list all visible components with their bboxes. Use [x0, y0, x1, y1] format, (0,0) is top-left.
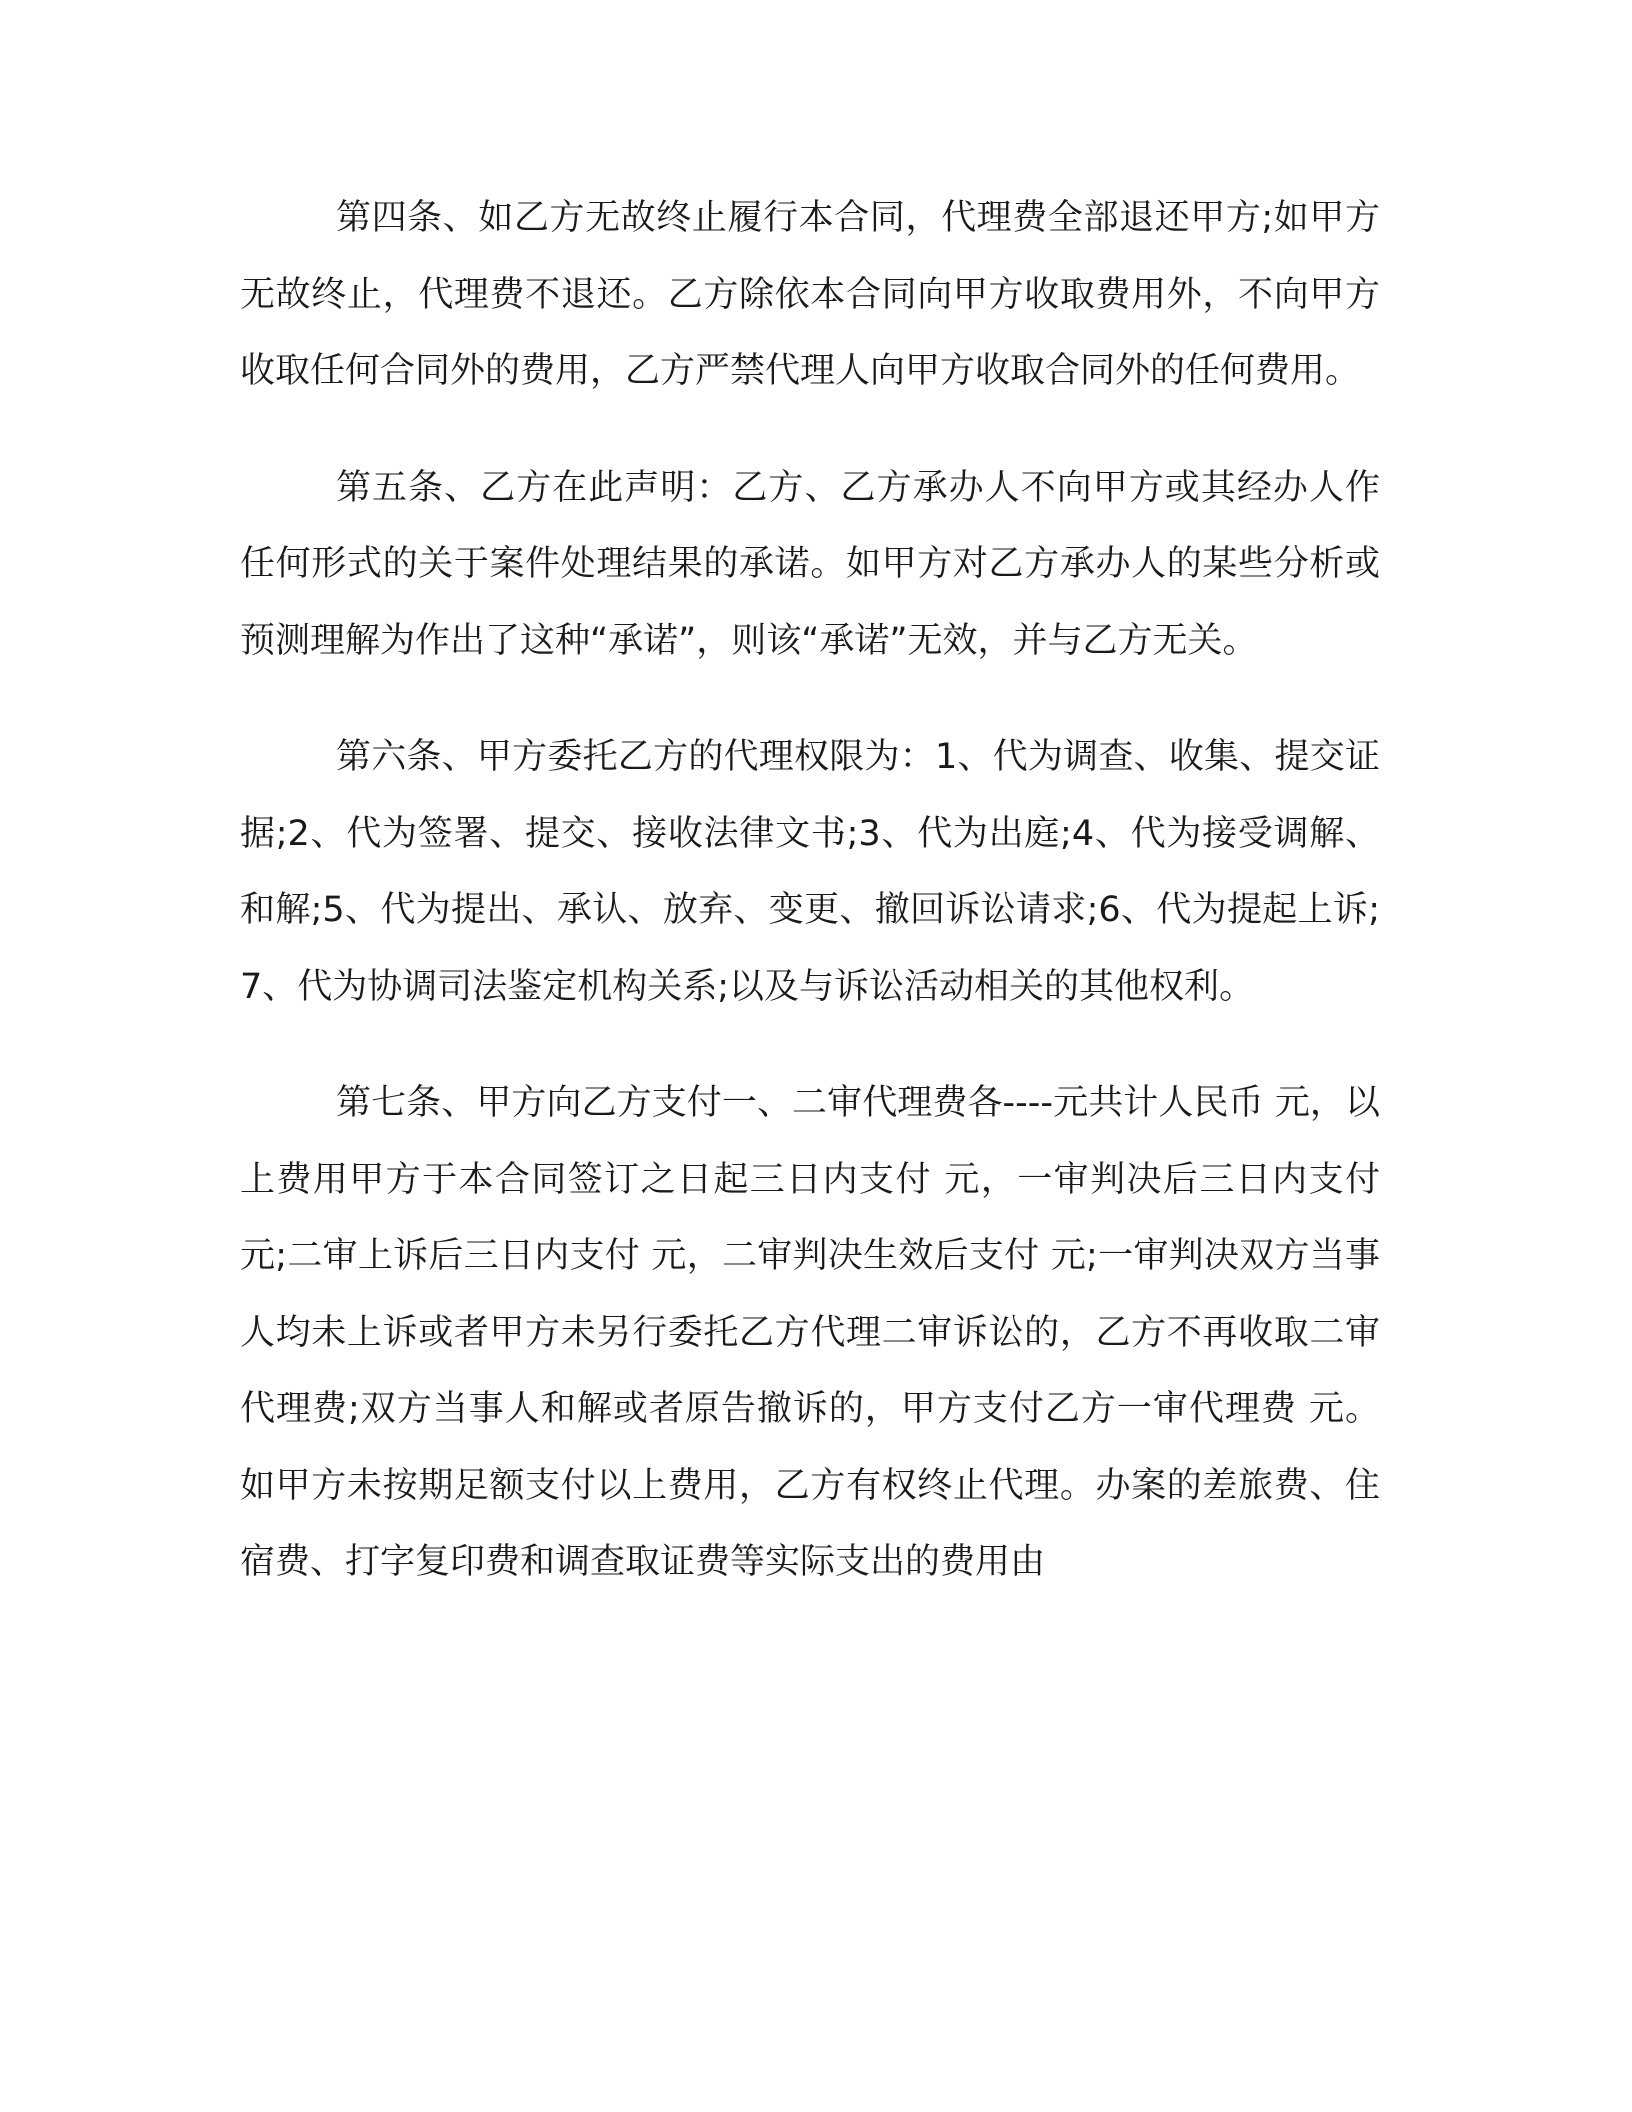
- article-6-paragraph: 第六条、甲方委托乙方的代理权限为：1、代为调查、收集、提交证据;2、代为签署、提交、接收法律文书;3、代为出庭;4、代为接受调解、和解;5、代为提出、承认、放弃、变更、撤回诉讼请求;6、代为提起上诉;7、代为协调司法鉴定机构关系;以及与诉讼活动相关的其他权利。: [240, 737, 1380, 1007]
- article-7-paragraph: 第七条、甲方向乙方支付一、二审代理费各----元共计人民币 元，以上费用甲方于本合同签订之日起三日内支付 元，一审判决后三日内支付 元;二审上诉后三日内支付 元，二审判决生效后支付 元;一审判决双方当事人均未上诉或者甲方未另行委托乙方代理二审诉讼的，乙方不再收取二审代理费;双方当事人和解或者原告撤诉的，甲方支付乙方一审代理费 元。如甲方未按期足额支付以上费用，乙方有权终止代理。办案的差旅费、住宿费、打字复印费和调查取证费等实际支出的费用由: [240, 1083, 1380, 1582]
- article-4-paragraph: 第四条、如乙方无故终止履行本合同，代理费全部退还甲方;如甲方无故终止，代理费不退还。乙方除依本合同向甲方收取费用外，不向甲方收取任何合同外的费用，乙方严禁代理人向甲方收取合同外的任何费用。: [240, 198, 1380, 391]
- contract-body: [240, 180, 1380, 1601]
- article-5-paragraph: 第五条、乙方在此声明：乙方、乙方承办人不向甲方或其经办人作任何形式的关于案件处理结果的承诺。如甲方对乙方承办人的某些分析或预测理解为作出了这种“承诺”，则该“承诺”无效，并与乙方无关。: [240, 467, 1380, 661]
